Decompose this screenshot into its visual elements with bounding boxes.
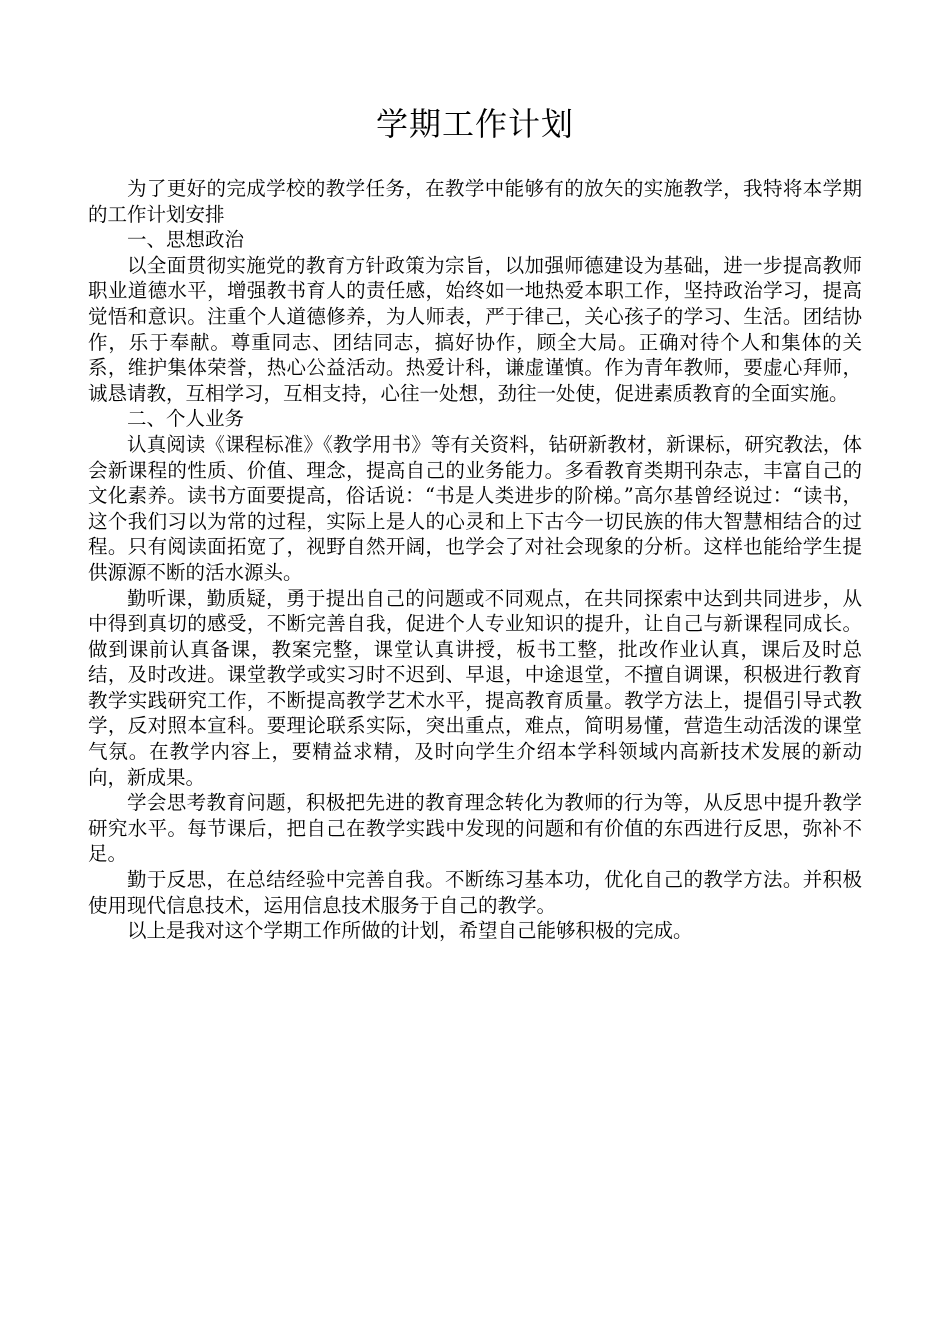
business-paragraph-reading: 认真阅读《课程标准》《教学用书》等有关资料，钻研新教材，新课标，研究教法，体会新课程的性质、价值、理念，提高自己的业务能力。多看教育类期刊杂志，丰富自己的文化素养。读书方面要提高，俗话说：“书是人类进步的阶梯。”高尔基曾经说过：“读书，这个我们习以为常的过程，实际上是人的心灵和上下古今一切民族的伟大智慧相结合的过程。只有阅读面拓宽了，视野自然开阔，也学会了对社会现象的分析。这样也能给学生提供源源不断的活水源头。 <box>88 432 862 584</box>
document-page <box>88 100 862 944</box>
business-paragraph-thinking: 学会思考教育问题，积极把先进的教育理念转化为教师的行为等，从反思中提升教学研究水平。每节课后，把自己在教学实践中发现的问题和有价值的东西进行反思，弥补不足。 <box>88 791 862 866</box>
business-paragraph-teaching: 勤听课，勤质疑，勇于提出自己的问题或不同观点，在共同探索中达到共同进步，从中得到真切的感受，不断完善自我，促进个人专业知识的提升，让自己与新课程同成长。做到课前认真备课，教案完整，课堂认真讲授，板书工整，批改作业认真，课后及时总结，及时改进。课堂教学或实习时不迟到、早退，中途退堂，不擅自调课，积极进行教育教学实践研究工作，不断提高教学艺术水平，提高教育质量。教学方法上，提倡引导式教学，反对照本宣科。要理论联系实际，突出重点，难点，简明易懂，营造生动活泼的课堂气氛。在教学内容上，要精益求精，及时向学生介绍本学科领域内高新技术发展的新动向，新成果。 <box>88 586 862 789</box>
politics-paragraph: 以全面贯彻实施党的教育方针政策为宗旨，以加强师德建设为基础，进一步提高教师职业道德水平，增强教书育人的责任感，始终如一地热爱本职工作，坚持政治学习，提高觉悟和意识。注重个人道德修养，为人师表，严于律己，关心孩子的学习、生活。团结协作，乐于奉献。尊重同志、团结同志，搞好协作，顾全大局。正确对待个人和集体的关系，维护集体荣誉，热心公益活动。热爱计科，谦虚谨慎。作为青年教师，要虚心拜师，诚恳请教，互相学习，互相支持，心往一处想，劲往一处使，促进素质教育的全面实施。 <box>88 253 862 405</box>
section-heading-politics: 一、思想政治 <box>127 228 245 252</box>
business-paragraph-reflection: 勤于反思，在总结经验中完善自我。不断练习基本功，优化自己的教学方法。并积极使用现代信息技术，运用信息技术服务于自己的教学。 <box>88 868 862 917</box>
intro-paragraph: 为了更好的完成学校的教学任务，在教学中能够有的放矢的实施教学，我特将本学期的工作计划安排 <box>88 177 862 226</box>
section-heading-business: 二、个人业务 <box>127 407 245 431</box>
document-title: 学期工作计划 <box>375 105 574 143</box>
closing-paragraph: 以上是我对这个学期工作所做的计划，希望自己能够积极的完成。 <box>127 919 693 943</box>
